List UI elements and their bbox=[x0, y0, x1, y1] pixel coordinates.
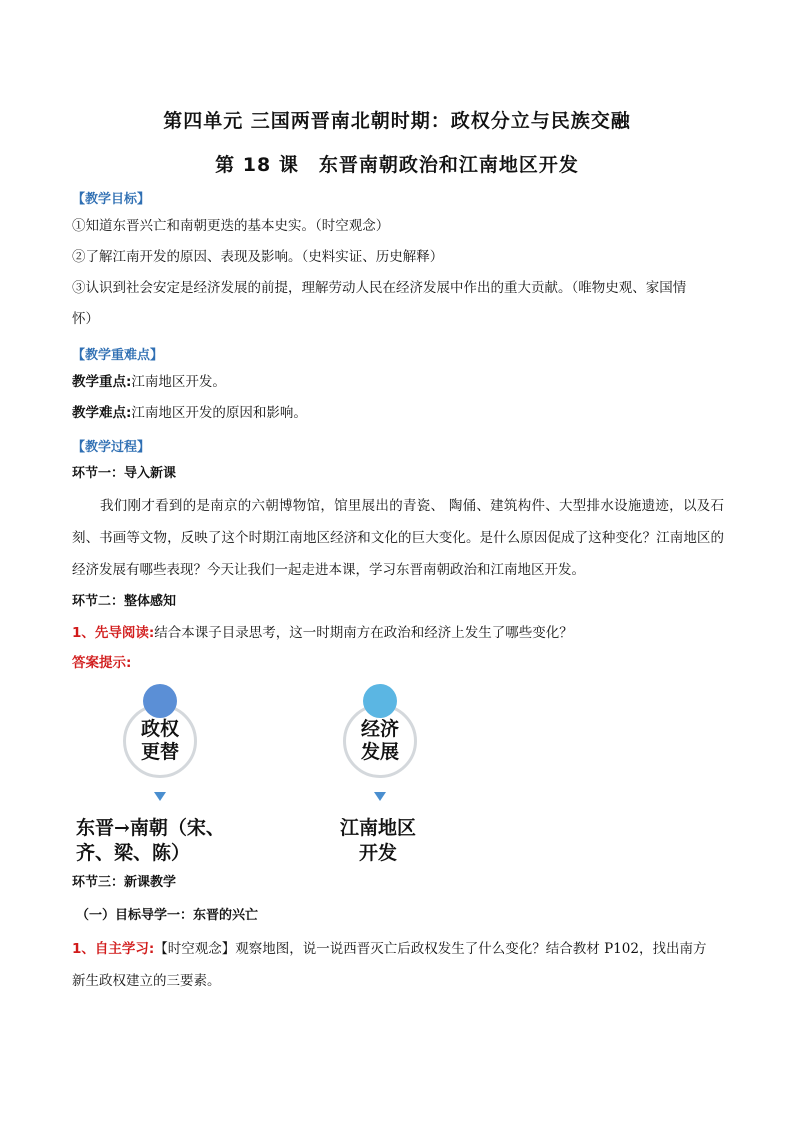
goal-item-3-cont: 怀） bbox=[72, 311, 99, 327]
economy-caption-line1: 江南地区 bbox=[340, 817, 417, 839]
politics-label-line1: 政权 bbox=[140, 718, 179, 740]
keypoints-heading: 【教学重难点】 bbox=[72, 348, 164, 363]
preview-line bbox=[72, 618, 722, 648]
difficulty-text: 江南地区开发的原因和影响。 bbox=[131, 405, 307, 421]
answer-hint-line bbox=[72, 648, 722, 678]
preview-text: 结合本课子目录思考，这一时期南方在政治和经济上发生了哪些变化？ bbox=[154, 625, 573, 641]
self-study-line1 bbox=[72, 934, 722, 964]
preview-label: 1、先导阅读: bbox=[72, 625, 155, 641]
step1-paragraph: 我们刚才看到的是南京的六朝博物馆，馆里展出的青瓷、 陶俑、建筑构件、大型排水设施遗迹，以及石刻、书画等文物，反映了这个时期江南地区经济和文化的巨大变化。是什么原因促成了这种变化？江南地区的经济发展有哪些表现？今天让我们一起走进本课，学习东晋南朝政治和江南地区开发。 bbox=[72, 498, 724, 578]
economy-circle-label bbox=[343, 718, 417, 764]
economy-label-line1: 经济 bbox=[360, 718, 399, 740]
focus-label: 教学重点: bbox=[72, 374, 132, 390]
answer-hint: 答案提示: bbox=[72, 655, 132, 671]
focus-line bbox=[72, 367, 722, 397]
process-heading: 【教学过程】 bbox=[72, 440, 151, 455]
difficulty-label: 教学难点: bbox=[72, 405, 132, 421]
economy-caption-line2: 开发 bbox=[359, 842, 398, 864]
politics-dot bbox=[143, 684, 177, 718]
economy-circle bbox=[343, 704, 417, 778]
self-study-line2: 新生政权建立的三要素。 bbox=[72, 973, 221, 989]
unit-title: 第四单元 三国两晋南北朝时期：政权分立与民族交融 bbox=[163, 110, 631, 132]
step1-label: 环节一：导入新课 bbox=[72, 466, 177, 481]
lesson-title: 第 18 课 东晋南朝政治和江南地区开发 bbox=[215, 154, 579, 176]
self-study-text-1: 【时空观念】观察地图，说一说西晋灭亡后政权发生了什么变化？结合教材 P102，找出南方 bbox=[154, 941, 707, 957]
economy-label-line2: 发展 bbox=[360, 741, 399, 763]
step3-label: 环节三：新课教学 bbox=[72, 875, 177, 890]
goal-item-2: ②了解江南开发的原因、表现及影响。（史料实证、历史解释） bbox=[72, 249, 444, 265]
goal-item-3: ③认识到社会安定是经济发展的前提，理解劳动人民在经济发展中作出的重大贡献。（唯物史观、家国情 bbox=[72, 280, 687, 296]
focus-text: 江南地区开发。 bbox=[131, 374, 226, 390]
step2-label: 环节二：整体感知 bbox=[72, 594, 177, 609]
economy-arrow-icon bbox=[374, 792, 386, 801]
politics-caption-line1: 东晋→南朝（宋、 bbox=[76, 817, 225, 839]
politics-arrow-icon bbox=[154, 792, 166, 801]
politics-label-line2: 更替 bbox=[140, 741, 179, 763]
economy-dot bbox=[363, 684, 397, 718]
politics-circle bbox=[123, 704, 197, 778]
politics-circle-label bbox=[123, 718, 197, 764]
self-study-label: 1、自主学习: bbox=[72, 941, 155, 957]
sub1-label: （一）目标导学一：东晋的兴亡 bbox=[76, 908, 259, 923]
politics-caption-line2: 齐、梁、陈） bbox=[76, 842, 191, 864]
difficulty-line bbox=[72, 398, 722, 428]
goals-heading: 【教学目标】 bbox=[72, 192, 151, 207]
goal-item-1: ①知道东晋兴亡和南朝更迭的基本史实。（时空观念） bbox=[72, 218, 390, 234]
